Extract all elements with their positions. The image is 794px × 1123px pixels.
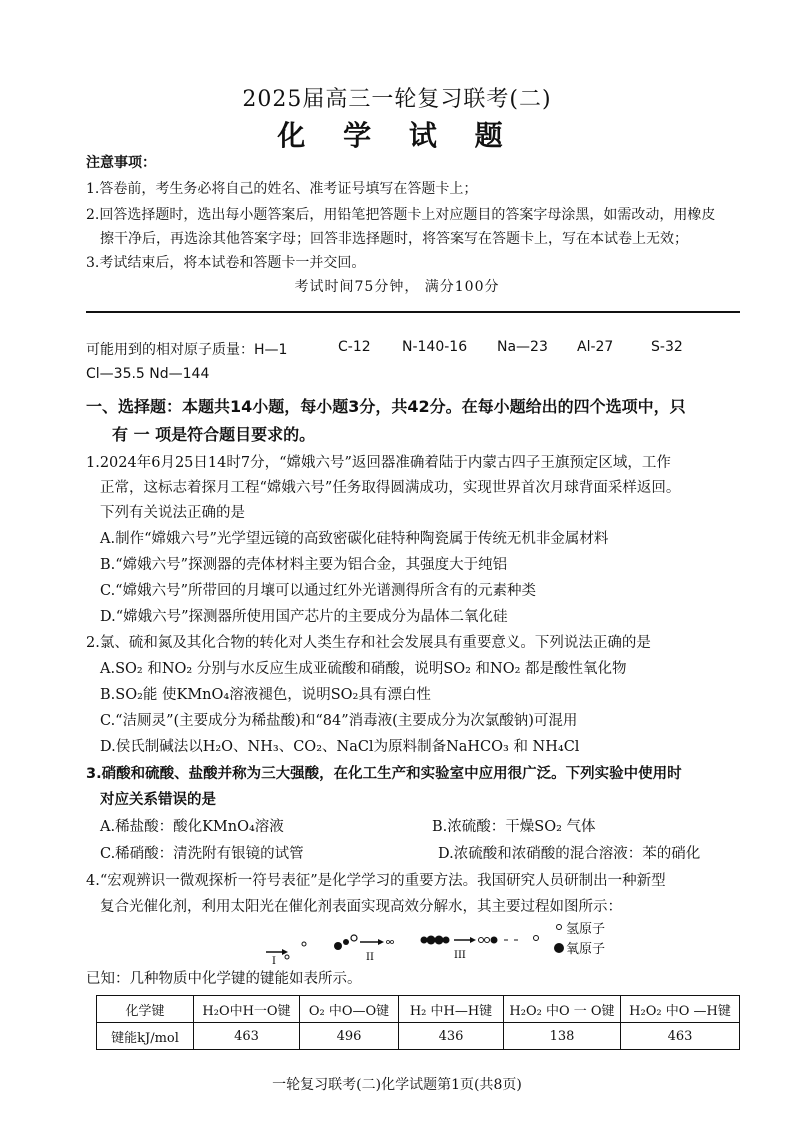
table-cell: 138 bbox=[504, 1023, 621, 1050]
legend-hydrogen: 氢原子 bbox=[566, 922, 606, 937]
q1-stem: 下列有关说法正确的是 bbox=[100, 505, 245, 521]
atomic-mass-item: Na—23 bbox=[497, 339, 548, 355]
table-cell: 436 bbox=[399, 1023, 504, 1050]
notice-item: 擦干净后，再选涂其他答案字母；回答非选择题时，将答案写在答题卡上，写在本试卷上无效； bbox=[100, 231, 688, 247]
q4-stem: 复合光催化剂，利用太阳光在催化剂表面实现高效分解水，其主要过程如图所示： bbox=[100, 899, 622, 915]
table-cell: 496 bbox=[300, 1023, 399, 1050]
stage-ii-label: II bbox=[366, 952, 374, 963]
q1-option-d: D.“嫦娥六号”探测器所使用国产芯片的主要成分为晶体二氧化硅 bbox=[100, 609, 508, 625]
stage-iii-molecules bbox=[421, 936, 539, 945]
atomic-mass-label: 可能用到的相对原子质量：H—1 bbox=[86, 342, 288, 358]
header-divider bbox=[86, 311, 740, 313]
table-cell: 463 bbox=[194, 1023, 300, 1050]
table-cell: 463 bbox=[621, 1023, 740, 1050]
q1-option-a: A.制作“嫦娥六号”光学望远镜的高致密碳化硅特种陶瓷属于传统无机非金属材料 bbox=[100, 531, 609, 547]
atomic-mass-item: N-140-16 bbox=[402, 339, 468, 355]
q3-option-d: D.浓硫酸和浓硝酸的混合溶液：苯的硝化 bbox=[438, 846, 701, 862]
page-footer: 一轮复习联考(二)化学试题第1页(共8页) bbox=[272, 1077, 522, 1093]
atomic-mass-line2: Cl—35.5 Nd—144 bbox=[86, 366, 210, 382]
section-heading: 一、选择题：本题共14小题，每小题3分，共42分。在每小题给出的四个选项中，只 bbox=[86, 397, 686, 416]
oxygen-atom-icon bbox=[554, 943, 564, 953]
table-header-row bbox=[97, 996, 740, 1023]
stage-iii-label: III bbox=[454, 950, 466, 961]
q1-option-c: C.“嫦娥六号”所带回的月壤可以通过红外光谱测得所含有的元素种类 bbox=[100, 583, 537, 599]
q2-stem: 2.氯、硫和氮及其化合物的转化对人类生存和社会发展具有重要意义。下列说法正确的是 bbox=[86, 635, 651, 651]
hydrogen-atom-icon bbox=[557, 925, 562, 930]
q1-stem: 正常，这标志着探月工程“嫦娥六号”任务取得圆满成功，实现世界首次月球背面采样返回。 bbox=[100, 480, 681, 496]
legend-oxygen: 氧原子 bbox=[566, 942, 606, 957]
q2-option-d: D.侯氏制碱法以H₂O、NH₃、CO₂、NaCl为原料制备NaHCO₃ 和 NH₄Cl bbox=[100, 739, 580, 755]
exam-time-info: 考试时间75分钟， 满分100分 bbox=[294, 279, 500, 295]
q1-stem: 1.2024年6月25日14时7分，“嫦娥六号”返回器准确着陆于内蒙古四子王旗预定区域，工作 bbox=[86, 455, 671, 471]
notice-item: 1.答卷前，考生务必将自己的姓名、准考证号填写在答题卡上； bbox=[86, 181, 478, 197]
stage-i-label: I bbox=[272, 956, 276, 967]
exam-title: 2025届高三一轮复习联考(二) bbox=[242, 87, 552, 112]
notice-heading: 注意事项： bbox=[86, 155, 156, 171]
table-header-cell: H₂O₂ 中O —H键 bbox=[621, 996, 740, 1023]
section-heading-cont: 有 一 项是符合题目要求的。 bbox=[112, 425, 316, 444]
table-header-cell: H₂O₂ 中O 一 O键 bbox=[504, 996, 621, 1023]
q3-stem: 3.硝酸和硫酸、盐酸并称为三大强酸，在化工生产和实验室中应用很广泛。下列实验中使用时 bbox=[86, 766, 682, 782]
table-header-cell: 化学键 bbox=[97, 996, 194, 1023]
q3-option-a: A.稀盐酸：酸化KMnO₄溶液 bbox=[100, 819, 284, 835]
q3-option-b: B.浓硫酸：干燥SO₂ 气体 bbox=[432, 819, 596, 835]
stage-ii-molecules bbox=[334, 935, 394, 950]
table-header-cell: O₂ 中O—O键 bbox=[300, 996, 399, 1023]
q1-option-b: B.“嫦娥六号”探测器的壳体材料主要为铝合金，其强度大于纯铝 bbox=[100, 557, 508, 573]
bond-energy-table bbox=[96, 995, 740, 1050]
notice-item: 3.考试结束后，将本试卷和答题卡一并交回。 bbox=[86, 255, 366, 271]
q4-known-text: 已知：几种物质中化学键的键能如表所示。 bbox=[86, 971, 362, 987]
q3-option-c: C.稀硝酸：清洗附有银镜的试管 bbox=[100, 846, 304, 862]
q2-option-a: A.SO₂ 和NO₂ 分别与水反应生成亚硫酸和硝酸，说明SO₂ 和NO₂ 都是酸性氧化物 bbox=[100, 661, 627, 677]
q4-stem: 4.“宏观辨识一微观探析一符号表征”是化学学习的重要方法。我国研究人员研制出一种新型 bbox=[86, 873, 666, 889]
q2-option-b: B.SO₂能 使KMnO₄溶液褪色，说明SO₂具有漂白性 bbox=[100, 687, 431, 703]
table-header-cell: H₂ 中H—H键 bbox=[399, 996, 504, 1023]
atomic-mass-item: S-32 bbox=[651, 339, 683, 355]
notice-item: 2.回答选择题时，选出每小题答案后，用铅笔把答题卡上对应题目的答案字母涂黑，如需改动，用橡皮 bbox=[86, 207, 716, 223]
atomic-mass-item: Al-27 bbox=[577, 339, 614, 355]
q3-stem: 对应关系错误的是 bbox=[100, 792, 216, 808]
subject-title: 化 学 试 题 bbox=[277, 119, 517, 152]
table-row bbox=[97, 1023, 740, 1050]
atomic-mass-item: C-12 bbox=[338, 339, 371, 355]
legend-markers bbox=[553, 917, 565, 961]
table-row-label: 键能kJ/mol bbox=[97, 1023, 194, 1050]
table-header-cell: H₂O中H一O键 bbox=[194, 996, 300, 1023]
q2-option-c: C.“洁厕灵”(主要成分为稀盐酸)和“84”消毒液(主要成分为次氯酸钠)可混用 bbox=[100, 713, 578, 729]
